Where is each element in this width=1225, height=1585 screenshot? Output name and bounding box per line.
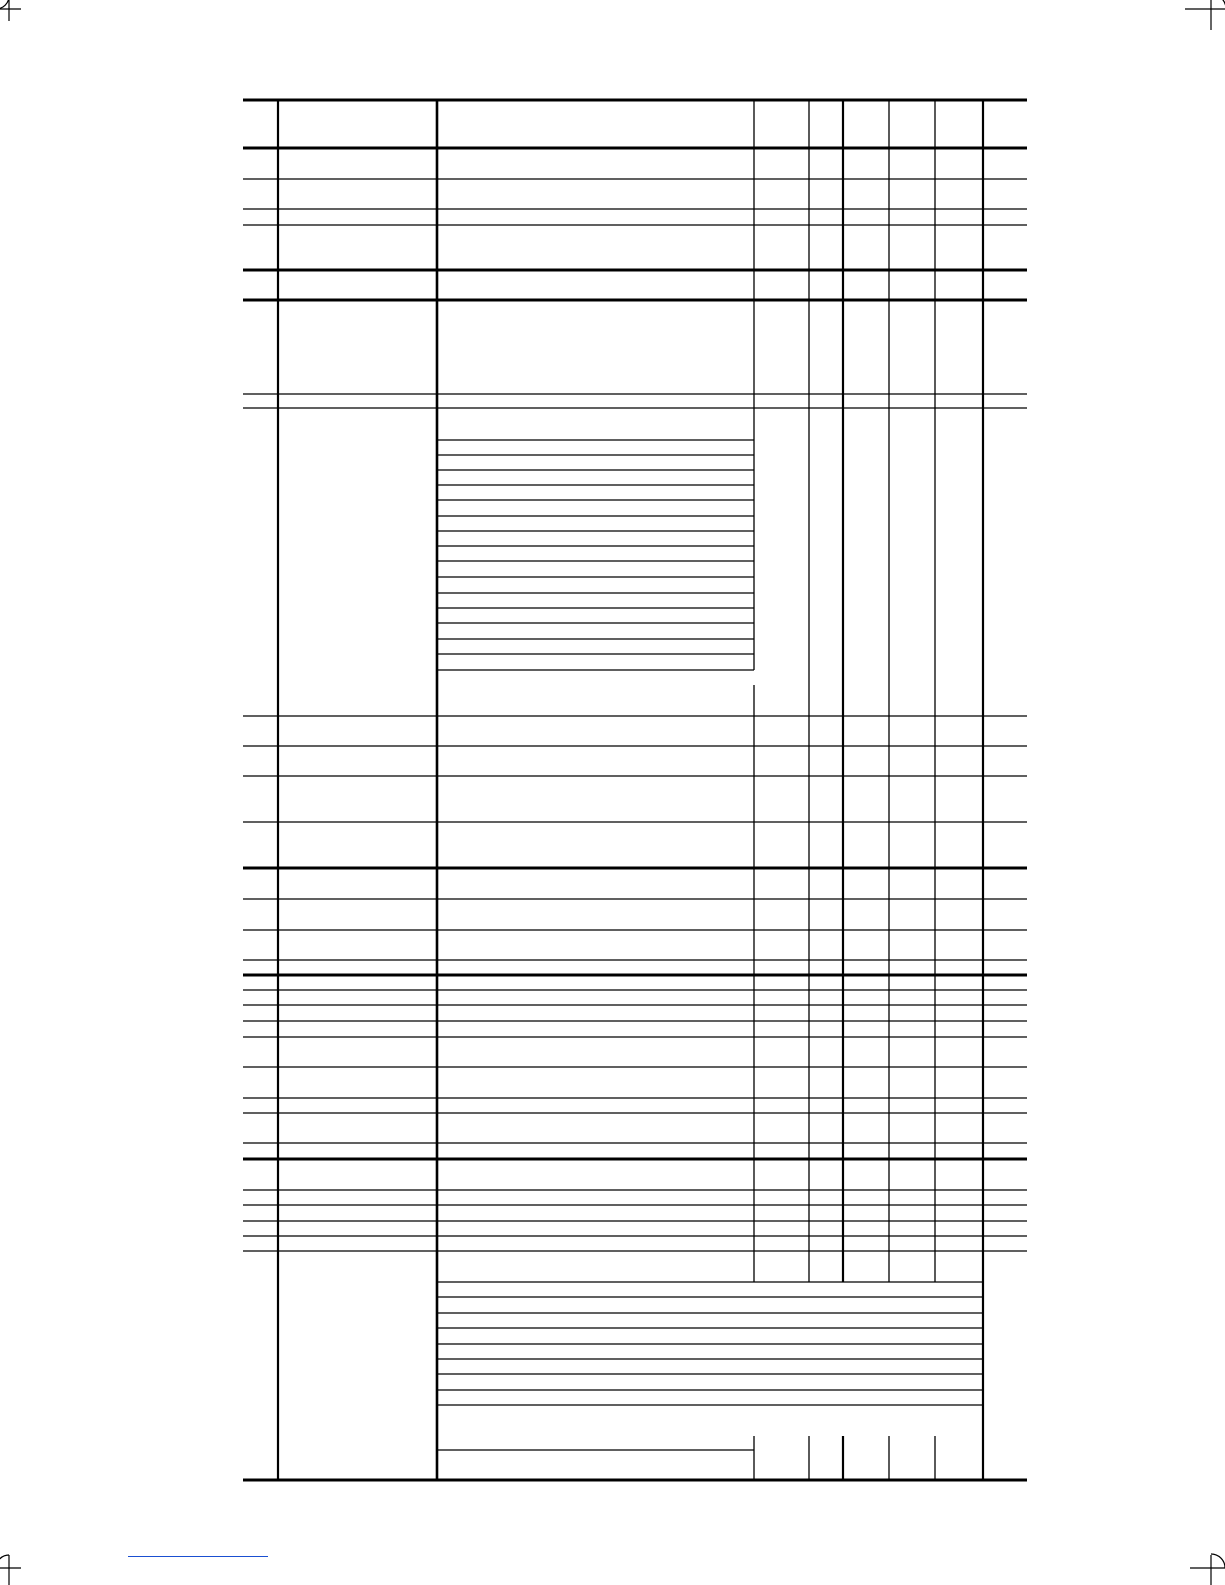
crop-mark-bottom-left bbox=[0, 1555, 21, 1585]
footer-link-underline[interactable] bbox=[128, 1556, 268, 1557]
crop-mark-top-left bbox=[0, 0, 21, 21]
crop-mark-bottom-right bbox=[1190, 1554, 1225, 1585]
table-grid bbox=[243, 100, 1027, 1480]
crop-mark-top-right bbox=[1185, 0, 1225, 30]
